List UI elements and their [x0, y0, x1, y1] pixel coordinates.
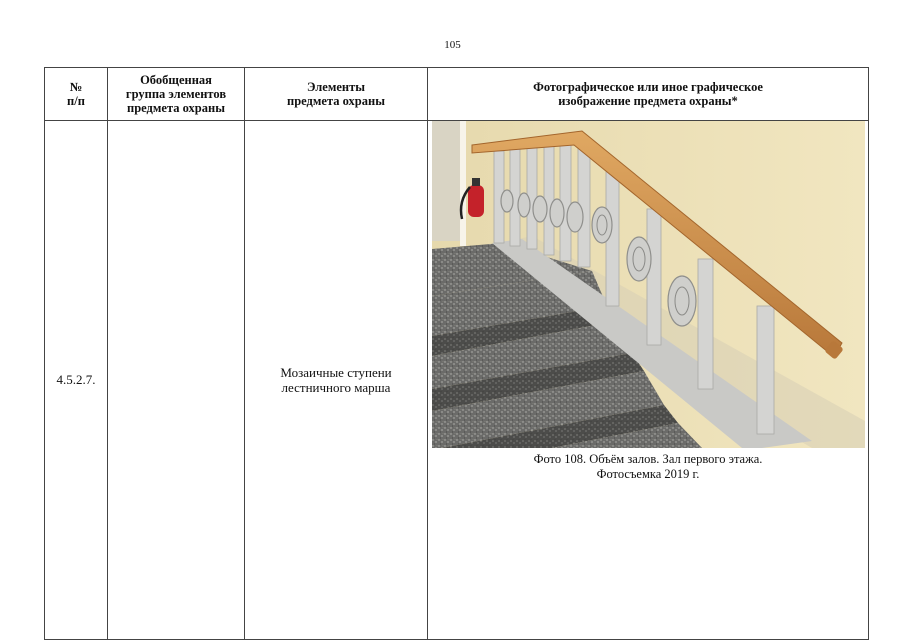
door-frame — [460, 121, 466, 246]
staircase-photo — [432, 121, 865, 448]
table-row — [45, 121, 869, 640]
table-header-row — [45, 68, 869, 121]
side-wall — [432, 121, 462, 241]
row-number: 4.5.2.7. — [45, 121, 108, 640]
photo-caption: Фото 108. Объём залов. Зал первого этажа. Фотосъемка 2019 г. — [533, 452, 763, 481]
protected-elements-table — [44, 67, 869, 640]
header-elements: Элементы предмета охраны — [245, 68, 428, 121]
row-elements: Мозаичные ступени лестничного марша — [245, 121, 428, 640]
header-group: Обобщенная группа элементов предмета охраны — [108, 68, 245, 121]
row-photo-cell — [428, 121, 869, 640]
header-number: № п/п — [45, 68, 108, 121]
page-number: 105 — [444, 39, 461, 51]
row-group — [108, 121, 245, 640]
header-image: Фотографическое или иное графическое изображение предмета охраны* — [428, 68, 869, 121]
